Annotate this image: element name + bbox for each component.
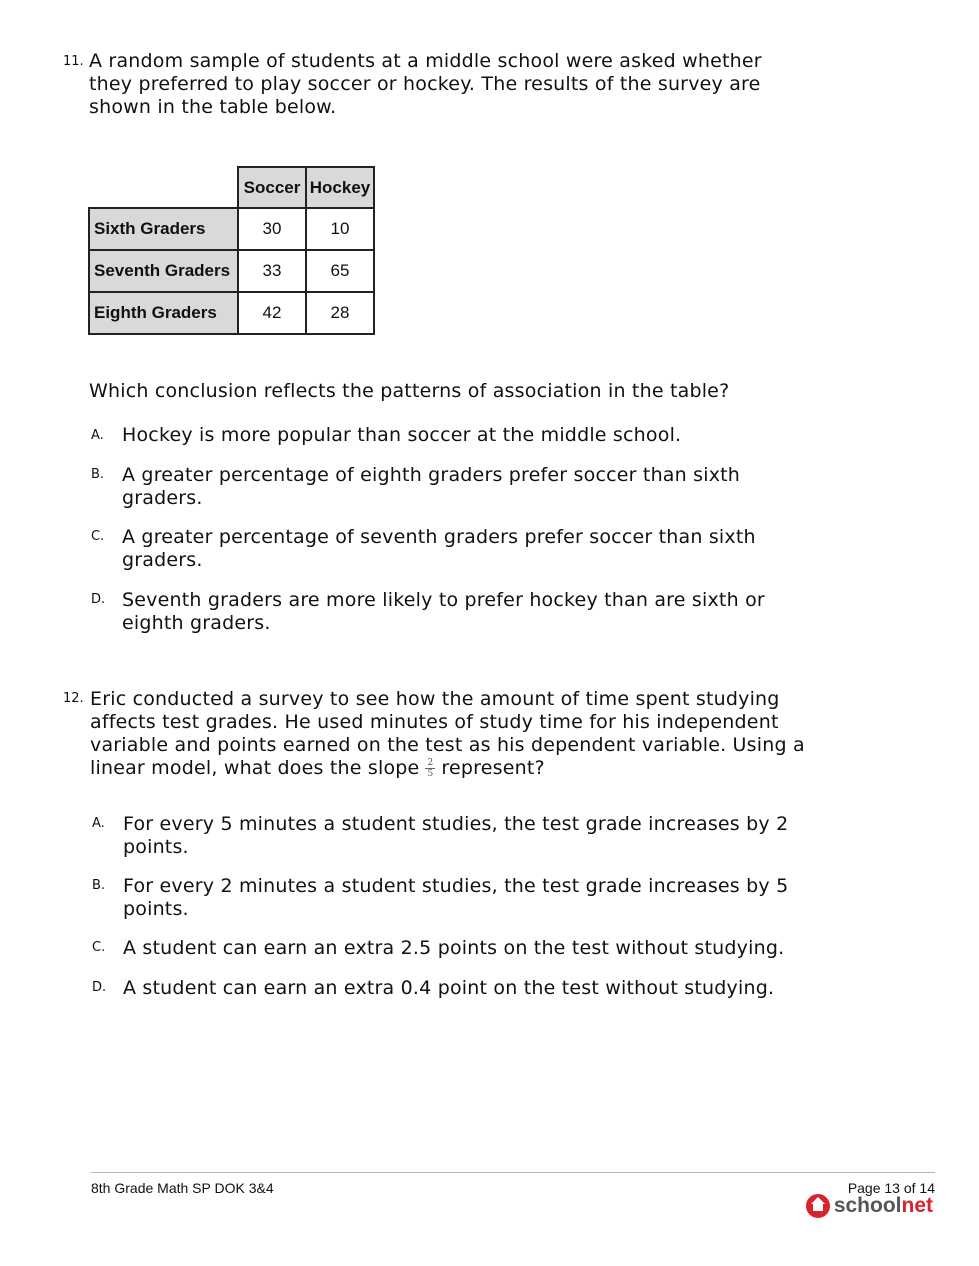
- column-header-soccer: Soccer: [238, 167, 306, 208]
- option-letter: A.: [92, 816, 105, 831]
- table-row: [89, 208, 374, 250]
- footer-page-number: Page 13 of 14: [847, 1180, 935, 1196]
- option-text: graders.: [122, 487, 203, 509]
- stem-text: represent?: [441, 757, 545, 779]
- stem-text: linear model, what does the slope: [90, 757, 420, 779]
- question-number: 11.: [63, 54, 84, 69]
- row-header: Eighth Graders: [89, 292, 238, 334]
- slope-fraction: [425, 758, 435, 779]
- cell-hockey: 28: [306, 292, 374, 334]
- option-text: A student can earn an extra 0.4 point on the test without studying.: [123, 977, 775, 999]
- answer-option-a[interactable]: [122, 424, 681, 447]
- option-text: A student can earn an extra 2.5 points on the test without studying.: [123, 937, 785, 959]
- stem-line: Eric conducted a survey to see how the amount of time spent studying: [90, 688, 780, 710]
- option-text: A greater percentage of seventh graders prefer soccer than sixth: [122, 526, 756, 548]
- answer-option-c[interactable]: [122, 526, 756, 572]
- cell-hockey: 65: [306, 250, 374, 292]
- fraction-numerator: 2: [427, 758, 434, 768]
- option-text: Hockey is more popular than soccer at the middle school.: [122, 424, 682, 446]
- stem-line: they preferred to play soccer or hockey. The results of the survey are: [89, 73, 761, 95]
- row-header: Seventh Graders: [89, 250, 238, 292]
- option-text: eighth graders.: [122, 612, 271, 634]
- option-letter: A.: [91, 428, 104, 443]
- logo-text-school: school: [833, 1194, 902, 1217]
- option-text: For every 2 minutes a student studies, the test grade increases by 5: [123, 875, 789, 897]
- question-stem: [89, 50, 762, 119]
- cell-soccer: 42: [238, 292, 306, 334]
- answer-option-c[interactable]: [123, 937, 784, 960]
- house-icon: [806, 1194, 830, 1218]
- schoolnet-logo: [806, 1194, 933, 1218]
- option-text: points.: [123, 898, 189, 920]
- option-text: A greater percentage of eighth graders prefer soccer than sixth: [122, 464, 741, 486]
- option-text: Seventh graders are more likely to prefer hockey than are sixth or: [122, 589, 765, 611]
- cell-soccer: 33: [238, 250, 306, 292]
- option-letter: B.: [92, 878, 106, 893]
- survey-table: [88, 166, 375, 335]
- answer-option-b[interactable]: [123, 875, 788, 921]
- option-text: points.: [123, 836, 189, 858]
- column-header-hockey: Hockey: [306, 167, 374, 208]
- stem-line: variable and points earned on the test as his dependent variable. Using a: [90, 734, 805, 756]
- option-text: graders.: [122, 549, 203, 571]
- row-header: Sixth Graders: [89, 208, 238, 250]
- answer-option-d[interactable]: [122, 589, 765, 635]
- option-letter: D.: [91, 592, 106, 607]
- stem-line: shown in the table below.: [89, 96, 337, 118]
- cell-hockey: 10: [306, 208, 374, 250]
- table-header-row: [89, 167, 374, 208]
- answer-option-a[interactable]: [123, 813, 788, 859]
- option-letter: B.: [91, 467, 105, 482]
- answer-option-d[interactable]: [123, 977, 774, 1000]
- table-row: [89, 292, 374, 334]
- option-letter: D.: [92, 980, 107, 995]
- option-text: For every 5 minutes a student studies, the test grade increases by 2: [123, 813, 789, 835]
- stem-line: A random sample of students at a middle school were asked whether: [89, 50, 762, 72]
- empty-corner-cell: [89, 167, 238, 208]
- question-prompt: Which conclusion reflects the patterns of association in the table?: [89, 380, 730, 402]
- logo-text-net: net: [901, 1194, 933, 1217]
- cell-soccer: 30: [238, 208, 306, 250]
- table-row: [89, 250, 374, 292]
- stem-line: [90, 757, 805, 780]
- option-letter: C.: [91, 529, 105, 544]
- option-letter: C.: [92, 940, 106, 955]
- footer-document-title: 8th Grade Math SP DOK 3&4: [91, 1180, 274, 1196]
- question-stem: [90, 688, 805, 780]
- stem-line: affects test grades. He used minutes of study time for his independent: [90, 711, 779, 733]
- question-number: 12.: [63, 691, 84, 706]
- footer-divider: [91, 1172, 935, 1173]
- fraction-denominator: 5: [427, 769, 434, 779]
- answer-option-b[interactable]: [122, 464, 740, 510]
